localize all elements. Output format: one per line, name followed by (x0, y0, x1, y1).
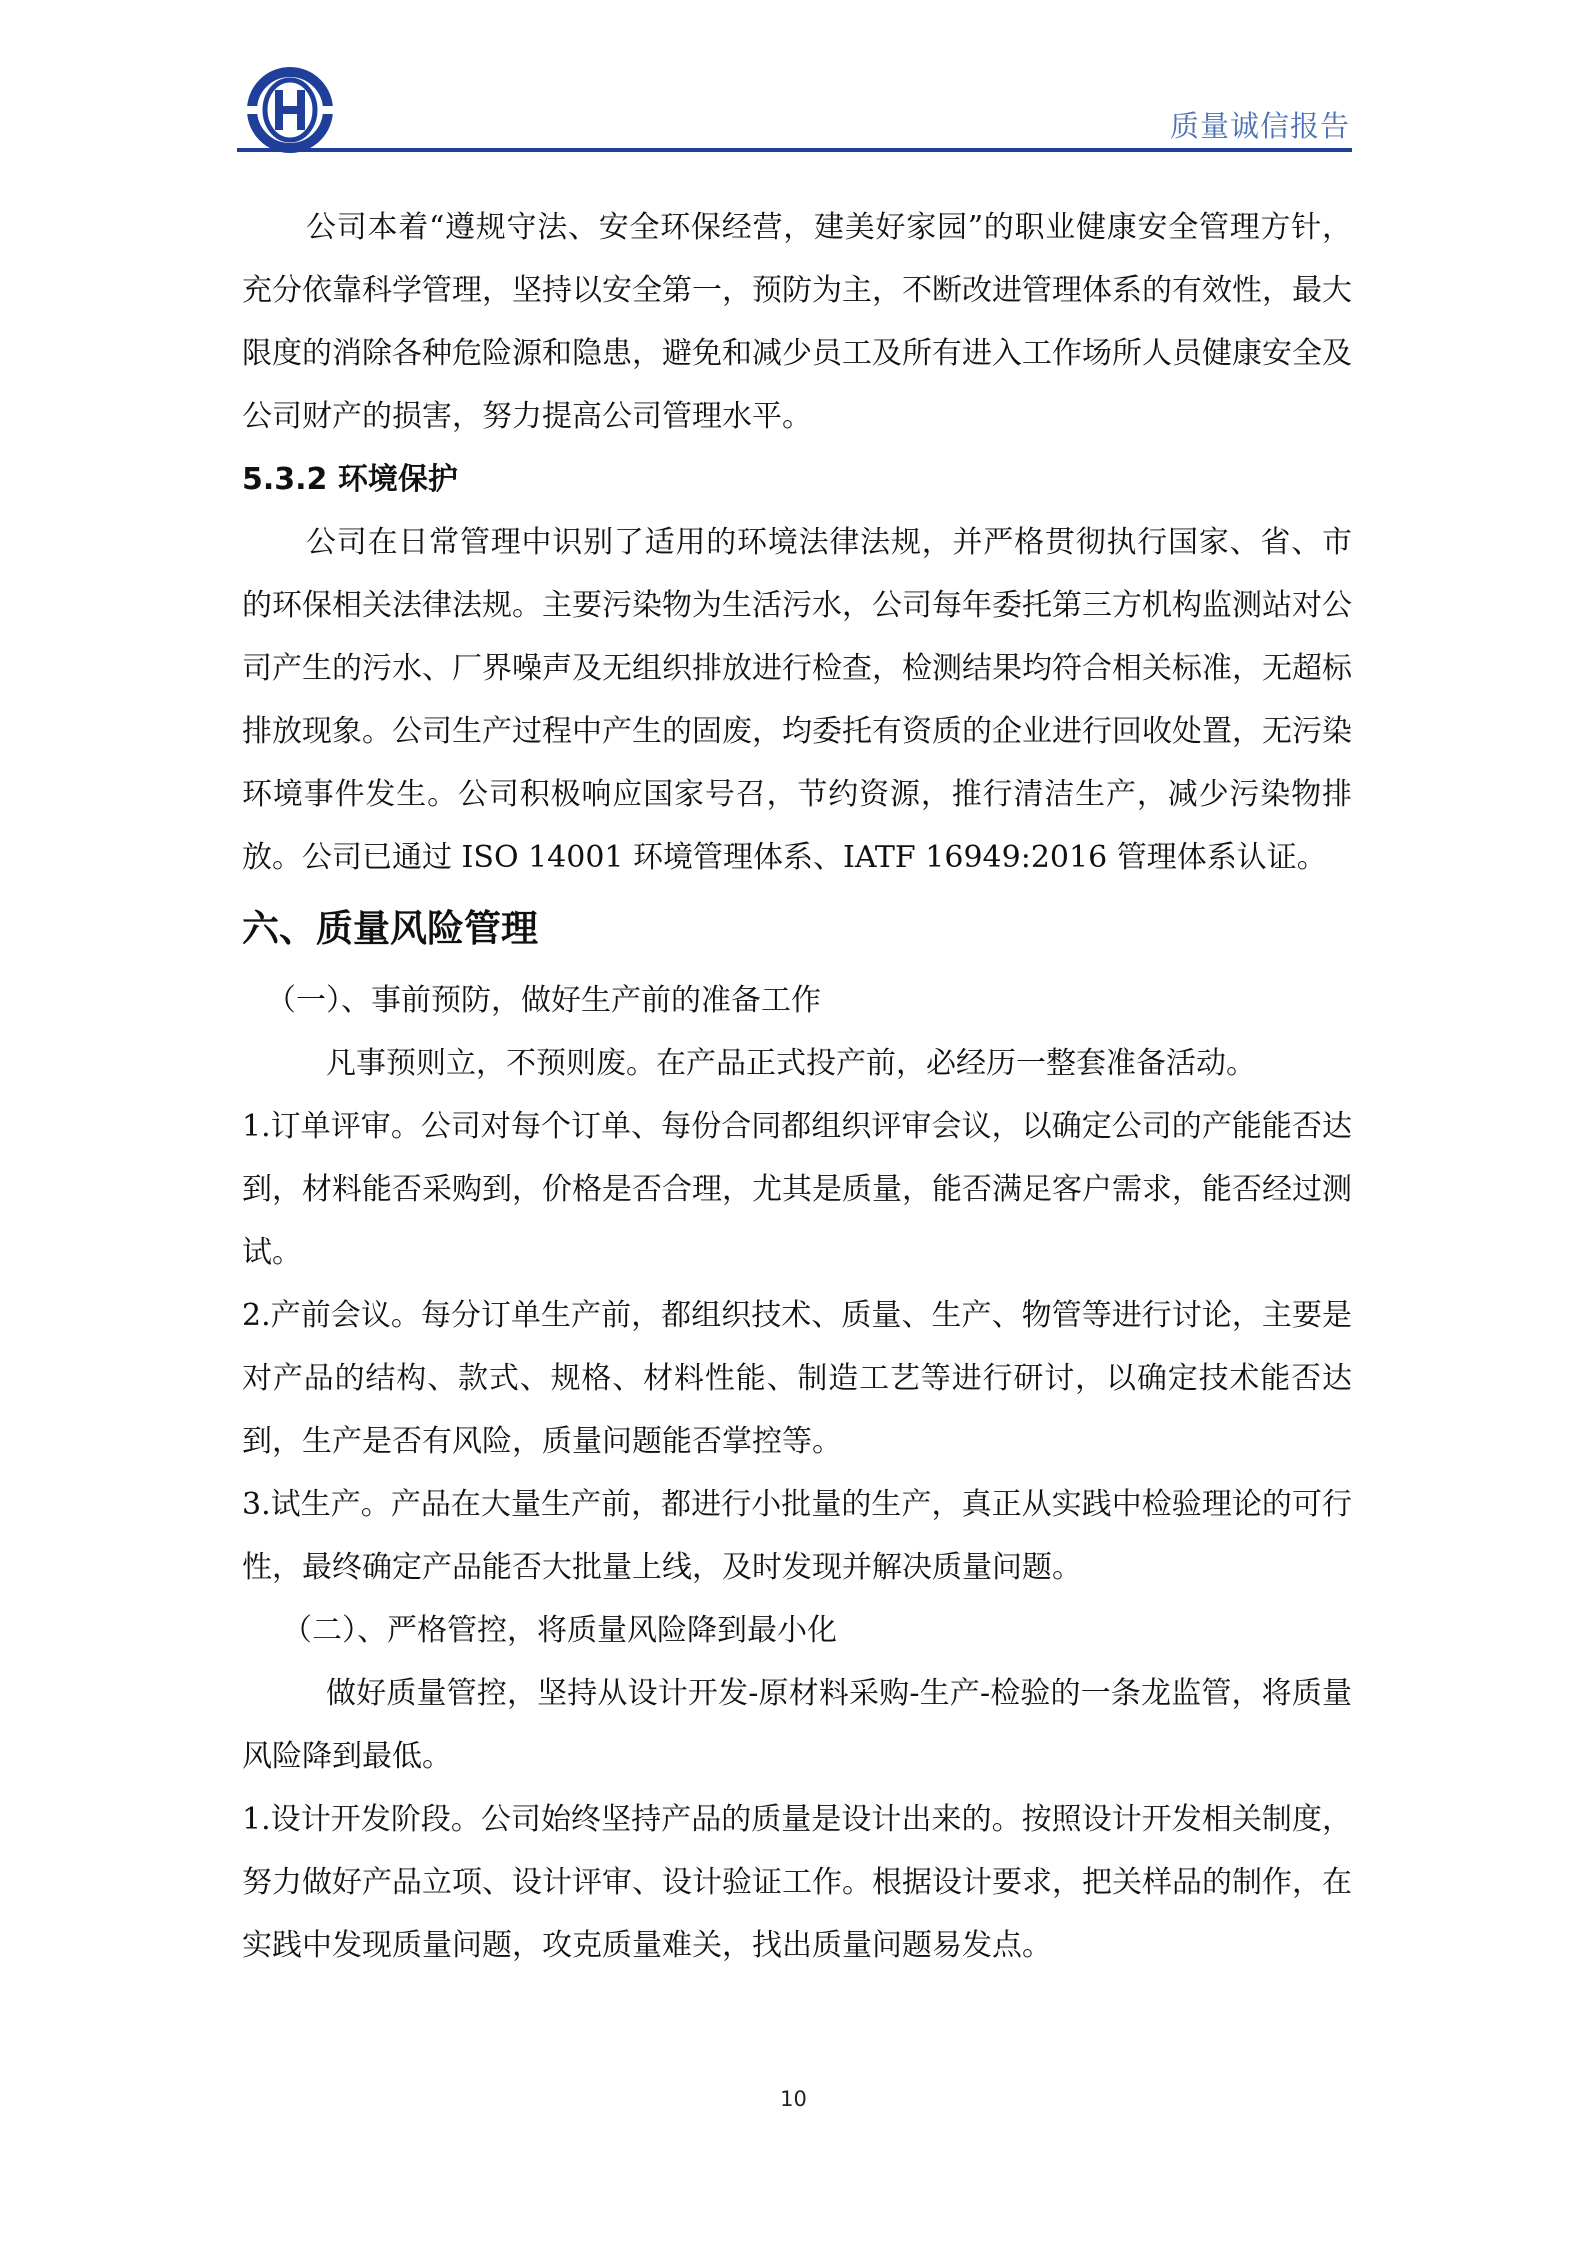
section-heading-quality-risk: 六、质量风险管理 (242, 907, 538, 950)
company-logo-icon (237, 66, 343, 154)
list-item-preproduction-meeting: 2.产前会议。每分订单生产前，都组织技术、质量、生产、物管等进行讨论，主要是对产品的结构、款式、规格、材料性能、制造工艺等进行研讨，以确定技术能否达到，生产是否有风险，质量问题能否掌控等。 (242, 1298, 1352, 1459)
heading-environmental-protection: 5.3.2 环境保护 (242, 462, 458, 497)
paragraph-environmental: 公司在日常管理中识别了适用的环境法律法规，并严格贯彻执行国家、省、市的环保相关法律法规。主要污染物为生活污水，公司每年委托第三方机构监测站对公司产生的污水、厂界噪声及无组织排放进行检查，检测结果均符合相关标准，无超标排放现象。公司生产过程中产生的固废，均委托有资质的企业进行回收处置，无污染环境事件发生。公司积极响应国家号召，节约资源，推行清洁生产，减少污染物排放。公司已通过 ISO 14001 环境管理体系、IATF 16949:2016 管理体系认证。 (242, 525, 1352, 875)
list-item-order-review: 1.订单评审。公司对每个订单、每份合同都组织评审会议，以确定公司的产能能否达到，材料能否采购到，价格是否合理，尤其是质量，能否满足客户需求，能否经过测试。 (242, 1109, 1352, 1270)
document-body (242, 196, 1352, 1977)
subheading-strict-control: （二）、严格管控，将质量风险降到最小化 (282, 1613, 837, 1648)
paragraph-control-intro: 做好质量管控，坚持从设计开发-原材料采购-生产-检验的一条龙监管，将质量风险降到最低。 (242, 1676, 1352, 1774)
header-divider (237, 148, 1352, 152)
list-item-trial-production: 3.试生产。产品在大量生产前，都进行小批量的生产，真正从实践中检验理论的可行性，最终确定产品能否大批量上线，及时发现并解决质量问题。 (242, 1487, 1352, 1585)
page-number: 10 (780, 2087, 807, 2111)
report-title: 质量诚信报告 (1169, 109, 1350, 143)
paragraph-prevention-intro: 凡事预则立，不预则废。在产品正式投产前，必经历一整套准备活动。 (326, 1046, 1256, 1081)
paragraph-safety-policy: 公司本着“遵规守法、安全环保经营，建美好家园”的职业健康安全管理方针，充分依靠科学管理，坚持以安全第一，预防为主，不断改进管理体系的有效性，最大限度的消除各种危险源和隐患，避免和减少员工及所有进入工作场所人员健康安全及公司财产的损害，努力提高公司管理水平。 (242, 210, 1352, 434)
subheading-prevention: （一）、事前预防，做好生产前的准备工作 (266, 983, 821, 1018)
list-item-design-development: 1.设计开发阶段。公司始终坚持产品的质量是设计出来的。按照设计开发相关制度，努力做好产品立项、设计评审、设计验证工作。根据设计要求，把关样品的制作，在实践中发现质量问题，攻克质量难关，找出质量问题易发点。 (242, 1802, 1352, 1963)
